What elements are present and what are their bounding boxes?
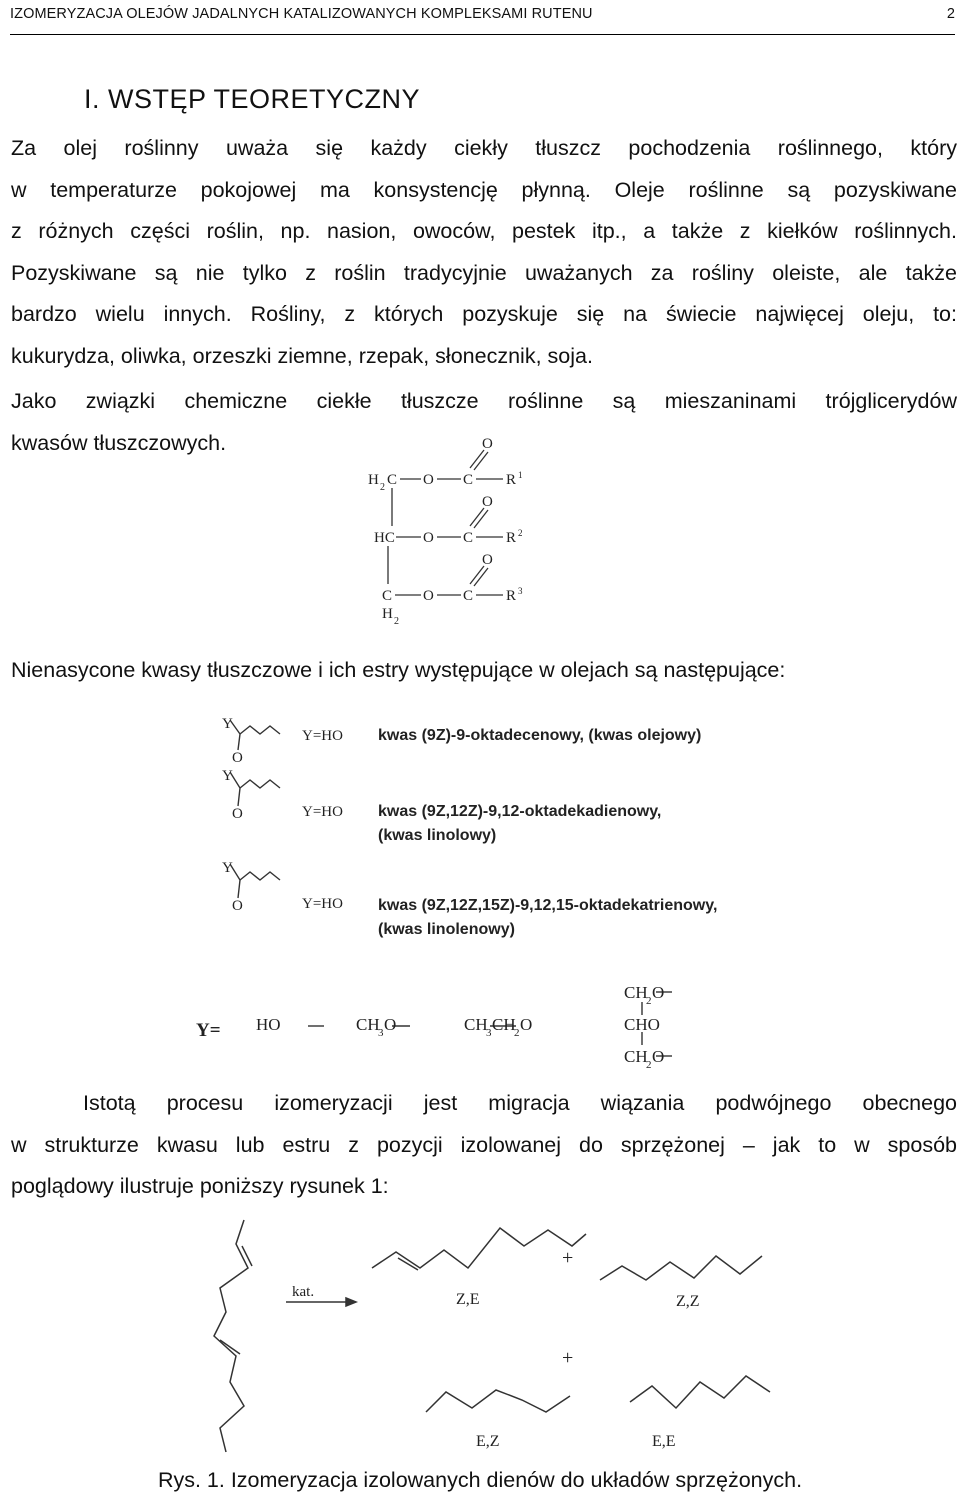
struct-label: O [482,494,493,510]
text-line: bardzo wielu innych. Rośliny, z których pozyskuje się na świecie najwięcej oleju, to: [11,302,957,326]
struct-label: R [506,530,517,546]
struct-label: O [482,436,493,452]
y-label: Y [222,768,233,784]
y-label: Y [222,716,233,732]
acid-y-value: Y=HO [302,728,343,744]
y-label: Y [222,860,233,876]
text-line: poglądowy ilustruje poniższy rysunek 1: [11,1174,389,1198]
product-label: Z,Z [676,1293,700,1310]
struct-label: H [382,606,393,622]
glycerol-label: 2 [646,1059,652,1071]
acid-name: kwas (9Z)-9-oktadecenowy, (kwas olejowy) [378,727,702,744]
struct-label: O [423,472,434,488]
struct-label: O [423,530,434,546]
isomerization-figure [200,1216,780,1456]
acid-name: kwas (9Z,12Z,15Z)-9,12,15-oktadekatrienowy, [378,897,718,914]
text-line: Jako związki chemiczne ciekłe tłuszcze roślinne są mieszaninami trójglicerydów [11,389,957,413]
glycerol-label: O [652,983,665,1002]
double-bond [242,1246,252,1266]
unsaturated-acids-paragraph [11,650,957,692]
y-option: O [384,1015,397,1034]
product-zz [600,1256,762,1280]
isomerization-paragraph [11,1083,957,1208]
text-line: Istotą procesu izomeryzacji jest migracja wiązania podwójnego obecnego [83,1091,957,1115]
diene-reactant [214,1220,248,1452]
page-number: 2 [946,6,955,22]
text-line: Nienasycone kwasy tłuszczowe i ich estry występujące w olejach są następujące: [11,658,786,682]
y-option: HO [256,1015,281,1034]
acid-name: (kwas linolenowy) [378,921,515,938]
struct-label: C [463,530,474,546]
struct-label: H [368,472,379,488]
struct-label: 2 [394,616,399,627]
oleic-acid-chain [240,726,280,734]
figure-caption: Rys. 1. Izomeryzacja izolowanych dienów do układów sprzężonych. [157,1468,803,1492]
text-line: w strukturze kwasu lub estru z pozycji izolowanej do sprzężonej – jak to w sposób [11,1132,957,1157]
text-line: z różnych części roślin, np. nasion, owoców, pestek itp., a także z kiełków roślinnych. [11,219,957,243]
page-header [10,0,955,35]
struct-label: 2 [380,482,385,493]
y-option: 2 [514,1027,520,1039]
struct-label: C [463,588,474,604]
arrow-head [346,1298,356,1306]
y-option: CH [492,1015,516,1034]
struct-label: C [382,588,393,604]
product-label: E,E [652,1433,676,1450]
struct-label: O [482,552,493,568]
o-label: O [232,898,243,914]
section-heading: I. WSTĘP TEORETYCZNY [84,84,421,114]
plus-sign: + [562,1347,574,1369]
struct-label: C [463,472,474,488]
y-definition-label: Y= [196,1020,221,1041]
glycerol-label: CH [624,983,648,1002]
glycerol-label: 2 [646,995,652,1007]
catalyst-label: kat. [292,1284,315,1300]
product-ez [426,1390,570,1412]
text-line: w temperaturze pokojowej ma konsystencję płynną. Oleje roślinne są pozyskiwane [11,177,957,202]
struct-label: C [387,472,398,488]
linolenic-acid-chain [240,872,280,880]
product-label: E,Z [476,1433,500,1450]
text-line: Za olej roślinny uważa się każdy ciekły tłuszcz pochodzenia roślinnego, który [11,136,957,160]
y-option: CH [464,1015,488,1034]
y-option: O [520,1015,533,1034]
o-label: O [232,750,243,766]
text-line: kwasów tłuszczowych. [11,430,227,455]
struct-label: O [423,588,434,604]
struct-label: R [506,472,517,488]
intro-paragraph [11,128,957,377]
fatty-acids-figure [188,712,788,1080]
plus-sign: + [562,1247,574,1269]
struct-label: HC [374,530,395,546]
y-option: CH [356,1015,380,1034]
double-bond [220,1340,240,1354]
struct-bonds [388,450,503,595]
triglyceride-structure [360,428,540,628]
struct-label: R [506,588,517,604]
linoleic-acid-chain [240,780,280,788]
glycerol-label: O [652,1047,665,1066]
struct-label: 2 [518,528,523,538]
y-option: 3 [486,1027,492,1039]
o-label: O [232,806,243,822]
text-line: Pozyskiwane są nie tylko z roślin tradycyjnie uważanych za rośliny oleiste, ale także [11,260,957,285]
acid-y-value: Y=HO [302,804,343,820]
header-title: IZOMERYZACJA OLEJÓW JADALNYCH KATALIZOWANYCH KOMPLEKSAMI RUTENU [10,6,593,22]
glycerol-label: CHO [624,1015,660,1034]
y-option: 3 [378,1027,384,1039]
product-label: Z,E [456,1291,480,1308]
glycerol-label: CH [624,1047,648,1066]
struct-label: 1 [518,470,523,480]
acid-name: kwas (9Z,12Z)-9,12-oktadekadienowy, [378,803,662,820]
product-ee [630,1376,770,1408]
acid-y-value: Y=HO [302,896,343,912]
acid-name: (kwas linolowy) [378,827,497,844]
struct-label: 3 [518,586,523,596]
text-line: kukurydza, oliwka, orzeszki ziemne, rzepak, słonecznik, soja. [11,343,593,368]
